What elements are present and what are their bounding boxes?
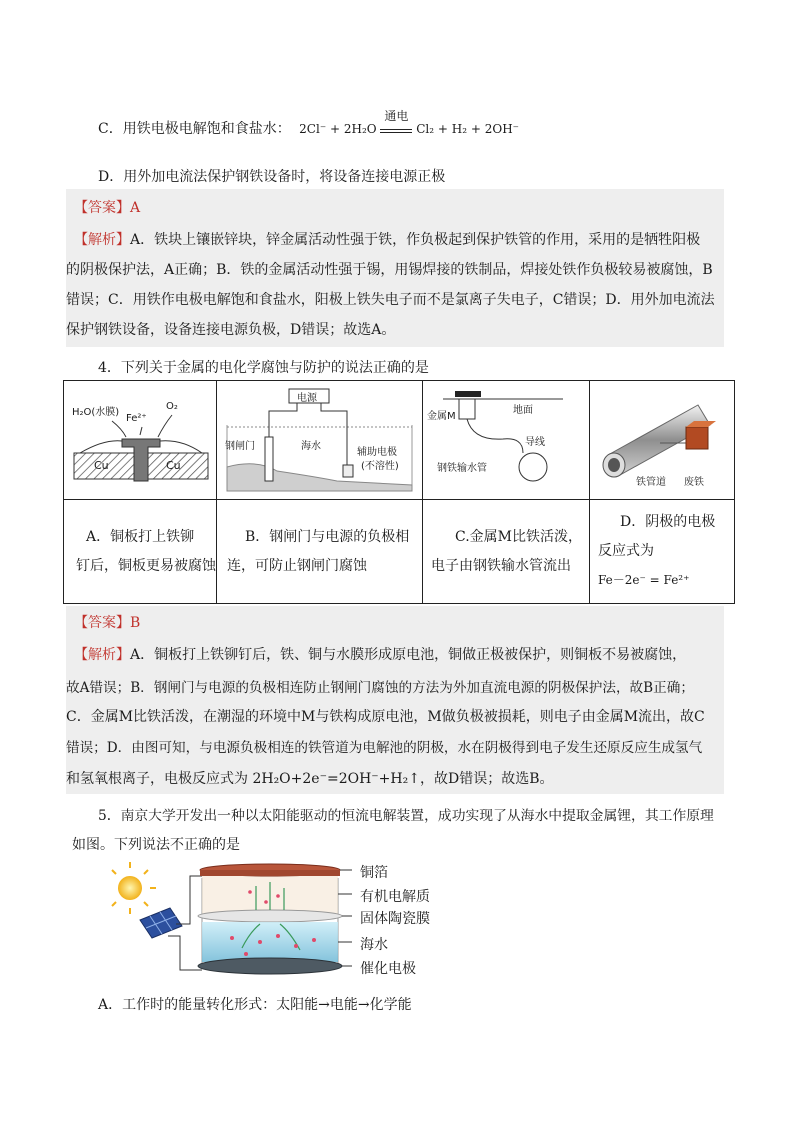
fig-b-aux-label: (不溶性)	[361, 461, 399, 472]
q3-analysis-line: 保护钢铁设备，设备连接电源负极，D错误；故选A。	[66, 322, 396, 338]
steel-pipe	[519, 453, 547, 481]
q5-stem-line1: 5．南京大学开发出一种以太阳能驱动的恒流电解装置，成功实现了从海水中提取金属锂，其工作原理	[98, 808, 714, 824]
q4-analysis-label: 【解析】	[74, 647, 130, 663]
q3-option-c-text: C．用铁电极电解饱和食盐水：	[98, 121, 291, 137]
q3-analysis-text: A．铁块上镶嵌锌块，锌金属活动性强于铁，作负极起到保护铁管的作用，采用的是牺牲阳极	[130, 232, 701, 248]
q3-option-c	[98, 109, 519, 138]
fig-d-scrap-label: 废铁	[684, 477, 704, 488]
q4-option-a-line: 钉后，铜板更易被腐蚀	[76, 557, 216, 574]
wire	[269, 403, 297, 437]
q5-figure	[110, 858, 450, 986]
pipe-hole	[608, 458, 620, 472]
q5-label-copper-foil: 铜箔	[360, 865, 388, 881]
q4-option-table	[63, 380, 735, 604]
scrap-iron-block	[686, 427, 708, 449]
wire	[321, 403, 347, 465]
q4-option-d	[590, 500, 735, 604]
fig-d-pipe-label: 铁管道	[636, 477, 666, 488]
q3-analysis-line: 的阴极保护法，A正确；B．铁的金属活动性强于锡，用锡焊接的铁制品，焊接处铁作负极较易被腐蚀，B	[66, 262, 713, 278]
arrow-curve	[112, 421, 126, 437]
q3-answer	[74, 197, 140, 217]
copper-foil-edge	[200, 870, 340, 876]
q4-answer-value: B	[130, 615, 141, 631]
sun-icon	[110, 862, 156, 914]
ceramic-membrane	[198, 910, 342, 922]
fig-c-metal-label: 金属M	[427, 411, 456, 422]
q4-figure-b	[217, 381, 423, 500]
q3-analysis-line: 错误；C．用铁作电极电解饱和食盐水，阳极上铁失电子而不是氯离子失电子，C错误；D．用外加电流法	[66, 292, 715, 308]
fig-b-sea-label: 海水	[301, 441, 321, 452]
q3-eq-condition: 通电	[384, 109, 409, 123]
q4-option-c-line: 电子由钢铁输水管流出	[431, 557, 571, 574]
q3-answer-value: A	[130, 200, 141, 216]
q4-option-b	[217, 500, 423, 604]
q4-answer-label: 【答案】	[74, 615, 130, 631]
q3-answer-block	[66, 189, 724, 347]
fig-b-gate-label: 钢闸门	[225, 441, 255, 452]
q3-option-d: D．用外加电流法保护钢铁设备时，将设备连接电源正极	[98, 169, 446, 185]
q4-analysis-line	[74, 644, 686, 664]
fig-b-power-label: 电源	[297, 393, 317, 404]
wire-bottom	[168, 936, 202, 970]
fig-a-water-label: H₂O(水膜)	[72, 407, 120, 418]
q4-analysis-text: A．铜板打上铁铆钉后，铁、铜与水膜形成原电池，铜做正极被保护，则铜板不易被腐蚀，	[130, 647, 687, 663]
q4-figure-d	[590, 381, 735, 500]
q4-option-a	[64, 500, 217, 604]
metal-m-cap	[455, 391, 481, 397]
water-film-curve	[80, 441, 122, 453]
q4-figure-a	[64, 381, 217, 500]
q4-option-d-line: 反应式为	[598, 543, 654, 559]
catalytic-electrode	[198, 958, 342, 974]
q3-option-c-equation	[299, 109, 519, 136]
q5-label-seawater: 海水	[360, 937, 388, 953]
wire	[467, 419, 523, 453]
q3-answer-label: 【答案】	[74, 200, 130, 216]
o2-arrow	[158, 415, 172, 437]
q3-analysis-line	[74, 229, 700, 249]
q4-option-b-line: B．钢闸门与电源的负极相	[245, 528, 410, 545]
fig-a-cu-label: Cu	[166, 459, 181, 472]
fig-c-pipe-label: 钢铁输水管	[437, 463, 487, 474]
q5-label-organic-electrolyte: 有机电解质	[360, 889, 430, 905]
q4-option-c-line: C.金属M比铁活泼，	[455, 528, 582, 545]
fig-a-fe-label: Fe²⁺	[126, 413, 147, 424]
metal-m-block	[459, 399, 475, 419]
fig-b-aux-label: 辅助电极	[357, 447, 397, 458]
q4-analysis-line: C．金属M比铁活泼，在潮湿的环境中M与铁构成原电池，M做负极被损耗，则电子由金属M流出，故C	[66, 709, 705, 725]
arrow-up	[140, 427, 142, 435]
label-leaders	[338, 870, 352, 966]
q5-stem-line2: 如图。下列说法不正确的是	[72, 837, 240, 853]
q3-eq-arrow	[380, 109, 412, 133]
fig-a-o2-label: O₂	[166, 401, 178, 412]
q3-eq-products: Cl₂ + H₂ + 2OH⁻	[416, 122, 519, 136]
q5-option-a: A．工作时的能量转化形式：太阳能→电能→化学能	[98, 997, 412, 1013]
q4-option-a-line: A．铜板打上铁铆	[86, 528, 195, 545]
seawater	[202, 922, 338, 962]
fig-c-wire-label: 导线	[525, 437, 545, 448]
q4-stem: 4．下列关于金属的电化学腐蚀与防护的说法正确的是	[98, 360, 429, 376]
q4-analysis-line: 和氢氧根离子，电极反应式为 2H₂O+2e⁻=2OH⁻+H₂↑，故D错误；故选B。	[66, 771, 554, 787]
solar-panel-icon	[140, 908, 182, 938]
q3-eq-reactants: 2Cl⁻ + 2H₂O	[299, 122, 377, 136]
q4-answer-block	[66, 606, 724, 794]
q3-analysis-label: 【解析】	[74, 232, 130, 248]
q4-option-c	[423, 500, 590, 604]
q5-label-catalytic-electrode: 催化电极	[360, 961, 416, 977]
fig-a-cu-label: Cu	[94, 459, 109, 472]
fig-c-ground-label: 地面	[513, 405, 533, 416]
q4-option-d-line: D．阴极的电极	[620, 514, 716, 530]
q4-figure-c	[423, 381, 590, 500]
q4-answer	[74, 612, 140, 632]
q4-option-d-line: Fe－2e⁻ = Fe²⁺	[598, 573, 690, 587]
q4-analysis-line: 故A错误；B．钢闸门与电源的负极相连防止钢闸门腐蚀的方法为外加直流电源的阴极保护法，故B正确；	[66, 680, 694, 696]
water-film-curve	[160, 441, 202, 453]
steel-gate	[265, 437, 273, 481]
q5-label-ceramic-membrane: 固体陶瓷膜	[360, 911, 430, 927]
q4-option-b-line: 连，可防止钢闸门腐蚀	[227, 557, 367, 574]
aux-electrode	[343, 465, 353, 477]
q4-analysis-line: 错误；D．由图可知，与电源负极相连的铁管道为电解池的阴极，水在阴极得到电子发生还原反应生成氢气	[66, 740, 703, 756]
